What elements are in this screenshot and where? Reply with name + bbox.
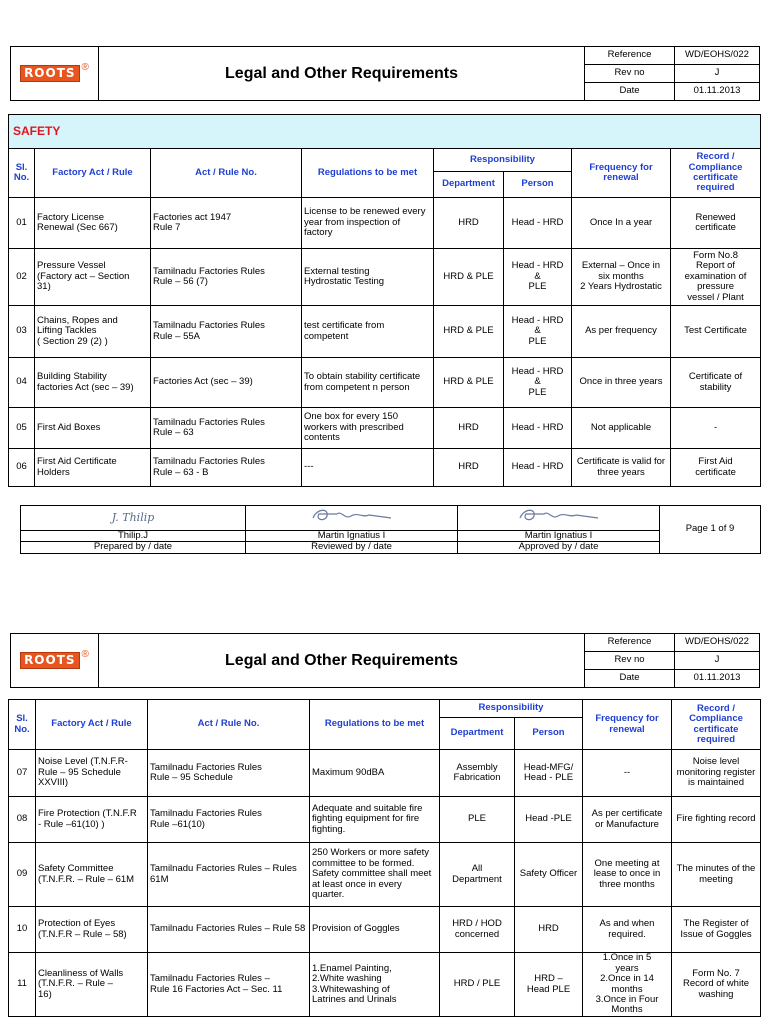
cell-dept: HRD & PLE <box>434 249 504 306</box>
cell-person: Head - HRD <box>504 408 572 449</box>
cell-dept: HRD / HOD concerned <box>440 907 515 953</box>
prepared-name: Thilip.J <box>21 531 246 542</box>
table-row <box>9 449 761 487</box>
cell-record: Renewed certificate <box>671 198 761 249</box>
cell-person: Head - HRD & PLE <box>504 358 572 408</box>
meta-label-reference: Reference <box>585 634 675 652</box>
cell-record: Fire fighting record <box>672 797 761 843</box>
reviewed-label: Reviewed by / date <box>246 542 458 553</box>
meta-value-date: 01.11.2013 <box>675 670 760 688</box>
header-department: Department <box>434 172 504 198</box>
cell-rule: Tamilnadu Factories Rules Rule – 56 (7) <box>151 249 302 306</box>
cell-act: Protection of Eyes (T.N.F.R – Rule – 58) <box>36 907 148 953</box>
header-record: Record / Compliance certificate required <box>672 700 761 750</box>
header-act-rule: Act / Rule No. <box>151 149 302 198</box>
prepared-signature-text: J. Thilip <box>111 510 155 524</box>
cell-dept: HRD <box>434 449 504 487</box>
cell-act: Factory License Renewal (Sec 667) <box>35 198 151 249</box>
cell-dept: HRD & PLE <box>434 358 504 408</box>
logo-text: ROOTS <box>20 65 79 82</box>
table-row <box>9 953 761 1017</box>
cell-rule: Tamilnadu Factories Rules Rule – 95 Schedule <box>148 750 310 797</box>
cell-dept: HRD & PLE <box>434 306 504 358</box>
cell-sl: 11 <box>9 953 36 1017</box>
meta-value-rev: J <box>675 65 760 83</box>
cell-dept: HRD / PLE <box>440 953 515 1017</box>
meta-value-reference: WD/EOHS/022 <box>675 634 760 652</box>
cell-record: Form No.8 Report of examination of pressure vessel / Plant <box>671 249 761 306</box>
cell-freq: As per certificate or Manufacture <box>583 797 672 843</box>
cell-sl: 09 <box>9 843 36 907</box>
cell-person: Head - HRD <box>504 198 572 249</box>
cell-act: Building Stability factories Act (sec – 39) <box>35 358 151 408</box>
table-row <box>9 306 761 358</box>
table-row <box>9 198 761 249</box>
cell-person: Head-MFG/ Head - PLE <box>515 750 583 797</box>
approved-signature <box>458 506 660 531</box>
cell-act: Cleanliness of Walls (T.N.F.R. – Rule – 16) <box>36 953 148 1017</box>
header-responsibility: Responsibility <box>434 149 572 172</box>
page2-requirements-table <box>8 699 761 1017</box>
page-title: Legal and Other Requirements <box>99 634 585 688</box>
cell-rule: Factories act 1947 Rule 7 <box>151 198 302 249</box>
section-title: SAFETY <box>9 115 761 149</box>
cell-reg: License to be renewed every year from inspection of factory <box>302 198 434 249</box>
cell-sl: 05 <box>9 408 35 449</box>
header-frequency: Frequency for renewal <box>583 700 672 750</box>
cell-person: Head - HRD <box>504 449 572 487</box>
cell-freq: Certificate is valid for three years <box>572 449 671 487</box>
page1-requirements-table <box>8 114 761 487</box>
header-person: Person <box>504 172 572 198</box>
header-act-rule: Act / Rule No. <box>148 700 310 750</box>
cell-reg: Provision of Goggles <box>310 907 440 953</box>
cell-reg: 250 Workers or more safety committee to be formed. Safety committee shall meet at least once in every quarter. <box>310 843 440 907</box>
cell-record: Noise level monitoring register is maintained <box>672 750 761 797</box>
cell-rule: Tamilnadu Factories Rules – Rules 61M <box>148 843 310 907</box>
cell-record: The Register of Issue of Goggles <box>672 907 761 953</box>
table-row <box>9 907 761 953</box>
table-row <box>9 408 761 449</box>
table-row <box>9 843 761 907</box>
page1-header <box>10 46 760 101</box>
cell-rule: Tamilnadu Factories Rules Rule – 63 - B <box>151 449 302 487</box>
header-record: Record / Compliance certificate required <box>671 149 761 198</box>
meta-label-date: Date <box>585 83 675 101</box>
cell-rule: Tamilnadu Factories Rules Rule – 63 <box>151 408 302 449</box>
cell-dept: HRD <box>434 408 504 449</box>
meta-value-rev: J <box>675 652 760 670</box>
cell-dept: PLE <box>440 797 515 843</box>
reviewed-signature <box>246 506 458 531</box>
cell-record: Certificate of stability <box>671 358 761 408</box>
meta-label-rev: Rev no <box>585 652 675 670</box>
header-department: Department <box>440 718 515 750</box>
header-sl: Sl. No. <box>9 149 35 198</box>
cell-rule: Tamilnadu Factories Rules Rule –61(10) <box>148 797 310 843</box>
cell-reg: test certificate from competent <box>302 306 434 358</box>
cell-freq: -- <box>583 750 672 797</box>
approved-name: Martin Ignatius I <box>458 531 660 542</box>
header-factory-act: Factory Act / Rule <box>36 700 148 750</box>
cell-record: Test Certificate <box>671 306 761 358</box>
cell-dept: All Department <box>440 843 515 907</box>
header-factory-act: Factory Act / Rule <box>35 149 151 198</box>
cell-reg: 1.Enamel Painting, 2.White washing 3.Whitewashing of Latrines and Urinals <box>310 953 440 1017</box>
cell-act: First Aid Boxes <box>35 408 151 449</box>
cell-sl: 03 <box>9 306 35 358</box>
cell-act: First Aid Certificate Holders <box>35 449 151 487</box>
cell-sl: 10 <box>9 907 36 953</box>
reviewed-name: Martin Ignatius I <box>246 531 458 542</box>
table-row <box>9 358 761 408</box>
cell-rule: Tamilnadu Factories Rules – Rule 16 Factories Act – Sec. 11 <box>148 953 310 1017</box>
header-regulations: Regulations to be met <box>302 149 434 198</box>
page-title: Legal and Other Requirements <box>99 47 585 101</box>
cell-act: Chains, Ropes and Lifting Tackles ( Section 29 (2) ) <box>35 306 151 358</box>
table-row <box>9 797 761 843</box>
cell-act: Safety Committee (T.N.F.R. – Rule – 61M <box>36 843 148 907</box>
header-regulations: Regulations to be met <box>310 700 440 750</box>
cell-freq: External – Once in six months 2 Years Hydrostatic <box>572 249 671 306</box>
meta-label-date: Date <box>585 670 675 688</box>
cell-sl: 04 <box>9 358 35 408</box>
cell-freq: 1.Once in 5 years 2.Once in 14 months 3.Once in Four Months <box>583 953 672 1017</box>
cell-reg: --- <box>302 449 434 487</box>
logo-registered-mark: ® <box>81 648 89 660</box>
logo-text: ROOTS <box>20 652 79 669</box>
header-sl: Sl. No. <box>9 700 36 750</box>
header-person: Person <box>515 718 583 750</box>
page-number: Page 1 of 9 <box>660 506 761 554</box>
meta-value-date: 01.11.2013 <box>675 83 760 101</box>
cell-record: First Aid certificate <box>671 449 761 487</box>
page1-signoff-footer <box>20 505 761 554</box>
meta-value-reference: WD/EOHS/022 <box>675 47 760 65</box>
cell-dept: Assembly Fabrication <box>440 750 515 797</box>
cell-record: The minutes of the meeting <box>672 843 761 907</box>
cell-sl: 08 <box>9 797 36 843</box>
cell-freq: Once in three years <box>572 358 671 408</box>
cell-sl: 01 <box>9 198 35 249</box>
cell-act: Fire Protection (T.N.F.R - Rule –61(10) ) <box>36 797 148 843</box>
cell-person: Head - HRD & PLE <box>504 306 572 358</box>
cell-reg: One box for every 150 workers with prescribed contents <box>302 408 434 449</box>
prepared-label: Prepared by / date <box>21 542 246 553</box>
reviewed-signature-scribble <box>307 506 397 526</box>
cell-sl: 06 <box>9 449 35 487</box>
approved-signature-scribble <box>514 506 604 526</box>
page2-header <box>10 633 760 688</box>
cell-person: HRD – Head PLE <box>515 953 583 1017</box>
cell-freq: As and when required. <box>583 907 672 953</box>
cell-rule: Tamilnadu Factories Rules Rule – 55A <box>151 306 302 358</box>
table-row <box>9 249 761 306</box>
cell-freq: Once In a year <box>572 198 671 249</box>
cell-dept: HRD <box>434 198 504 249</box>
logo-registered-mark: ® <box>81 61 89 73</box>
cell-rule: Factories Act (sec – 39) <box>151 358 302 408</box>
cell-person: Safety Officer <box>515 843 583 907</box>
cell-sl: 07 <box>9 750 36 797</box>
cell-rule: Tamilnadu Factories Rules – Rule 58 <box>148 907 310 953</box>
cell-person: HRD <box>515 907 583 953</box>
table-row <box>9 750 761 797</box>
logo-cell <box>11 634 99 688</box>
cell-reg: To obtain stability certificate from competent n person <box>302 358 434 408</box>
prepared-signature <box>21 506 246 531</box>
cell-reg: External testing Hydrostatic Testing <box>302 249 434 306</box>
meta-label-rev: Rev no <box>585 65 675 83</box>
cell-freq: As per frequency <box>572 306 671 358</box>
roots-logo <box>20 61 89 82</box>
meta-label-reference: Reference <box>585 47 675 65</box>
roots-logo <box>20 648 89 669</box>
cell-reg: Maximum 90dBA <box>310 750 440 797</box>
cell-record: - <box>671 408 761 449</box>
cell-person: Head - HRD & PLE <box>504 249 572 306</box>
header-responsibility: Responsibility <box>440 700 583 718</box>
logo-cell <box>11 47 99 101</box>
cell-sl: 02 <box>9 249 35 306</box>
cell-act: Pressure Vessel (Factory act – Section 31) <box>35 249 151 306</box>
cell-reg: Adequate and suitable fire fighting equipment for fire fighting. <box>310 797 440 843</box>
cell-record: Form No. 7 Record of white washing <box>672 953 761 1017</box>
cell-freq: One meeting at lease to once in three months <box>583 843 672 907</box>
cell-act: Noise Level (T.N.F.R- Rule – 95 Schedule XXVIII) <box>36 750 148 797</box>
cell-freq: Not applicable <box>572 408 671 449</box>
approved-label: Approved by / date <box>458 542 660 553</box>
header-frequency: Frequency for renewal <box>572 149 671 198</box>
cell-person: Head -PLE <box>515 797 583 843</box>
